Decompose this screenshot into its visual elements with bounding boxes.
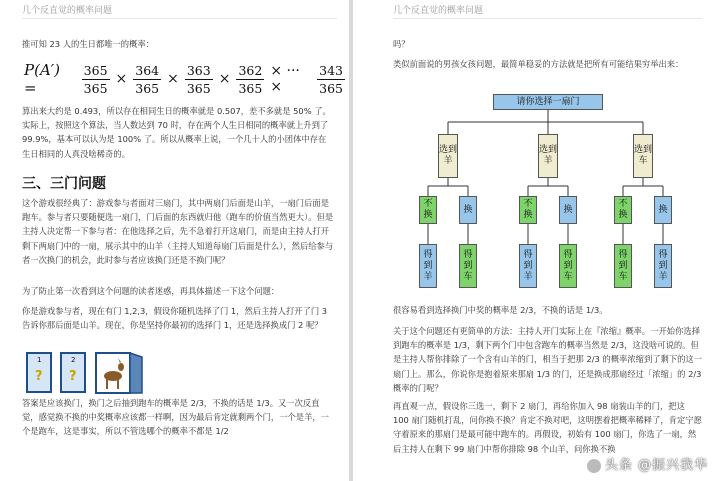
running-head: 几个反直觉的概率问题 [22,6,113,16]
paragraph: 答案是应该换门，换门之后抽到跑车的概率是 2/3，不换的话是 1/3。又一次反直觉，感觉换不换的中奖概率应该都一样啊，因为最后肯定就剩两个门，一个是羊，一个是跑车，这是事实，所以不管选哪个的概率不都是 1/2 [22,398,329,437]
watermark-logo-icon [587,459,601,473]
header-divider [393,18,702,19]
question-mark: ? [35,369,43,384]
fraction-numerator: 362 [238,62,263,78]
fraction [236,63,264,96]
header-divider [22,18,337,19]
paragraph: 很容易看到选择换门中奖的概率是 2/3，不换的话是 1/3。 [393,305,608,315]
fraction-numerator: 364 [135,62,160,78]
right-page [353,0,720,481]
fraction [82,63,110,96]
paragraph: 类似前面说的男孩女孩问题，最简单稳妥的方法就是把所有可能结果穷举出来： [393,59,684,69]
tree-swap: 换 [559,196,577,224]
times-sign: × [218,71,231,87]
paragraph: 算出来大约是 0.493，所以存在相同生日的概率就是 0.507，差不多就是 50% 了。实际上，按照这个算法，当人数达到 70 时，存在两个人生日相同的概率就上升到了 99.9%，基本可以认为是 100% 了。所以从概率上说，一个几十人的小团体中存在生日相同的人真没啥稀奇的。 [22,106,331,159]
tree-result-goat: 得到羊 [654,244,672,288]
paragraph: 再直观一点，假设你三选一，剩下 2 扇门，再给你加入 98 扇装山羊的门，把这 100 扇门随机打乱，问你换不换？肯定不换对吧，这明摆着把概率稀释了，肯定宁愿守着原来的那扇门是最可能中跑车的。再假设，初始有 100 扇门，你选了一扇，然后主持人在剩下 99 扇门中帮你排除 98 个山羊，问你换不换 [393,401,702,454]
ellipsis: × ··· × [270,63,300,95]
paragraph: 吗？ [393,39,410,49]
left-page [0,0,349,481]
tree-root: 请你选择一扇门 [493,94,603,110]
paragraph: 你是游戏参与者，现在有门 1,2,3，假设你随机选择了门 1，然后主持人打开了门 3 告诉你那后面是山羊。现在，你是坚持你最初的选择门 1，还是选择换成门 2 呢？ [22,306,328,331]
door-number: 1 [37,356,42,364]
open-door-goat-icon [94,352,148,394]
tree-swap: 换 [459,196,477,224]
tree-result-car: 得到车 [459,244,477,288]
paragraph: 关于这个问题还有更简单的方法：主持人开门实际上在『浓缩』概率。一开始你选择到跑车的概率是 1/3，剩下两个门中包含跑车的概率当然是 2/3，这没啥可说的。但是主持人帮你排除了一个含有山羊的门，相当于把那 2/3 的概率浓缩到了剩下的这一扇门上。那么，你说你是抱着原来那扇 1/3 的门，还是换成那扇经过「浓缩」的 2/3 概率的门呢？ [393,326,703,393]
tree-choice-goat: 选到羊 [438,134,458,178]
fraction-denominator: 365 [83,80,108,96]
three-doors-figure [22,350,150,396]
birthday-formula [24,55,349,103]
paragraph: 推可知 23 人的生日都唯一的概率： [22,39,154,49]
fraction-denominator: 365 [319,80,343,96]
watermark-text: 头条 @振兴我华 [604,458,708,473]
tree-swap: 换 [654,196,672,224]
fraction [133,63,161,96]
tree-result-car: 得到车 [559,244,577,288]
tree-choice-goat: 选到羊 [538,134,558,178]
fraction-numerator: 343 [319,62,343,78]
tree-result-goat: 得到羊 [519,244,537,288]
tree-choice-car: 选到车 [633,134,653,178]
fraction-denominator: 365 [186,80,211,96]
fraction-numerator: 363 [186,62,211,78]
door-1 [26,352,52,393]
paragraph: 这个游戏很经典了：游戏参与者面对三扇门，其中两扇门后面是山羊，一扇门后面是跑车。参与者只要随便选一扇门，门后面的东西就归他（跑车的价值当然更大）。但是主持人决定帮一下参与者：在他选择之后，先不急着打开这扇门，而是由主持人打开剩下两扇门中的一扇，展示其中的山羊（主持人知道每扇门后面是什么），然后给参与者一次换门的机会，此时参与者应该换门还是不换门呢？ [22,198,334,265]
door-number: 2 [71,356,76,364]
tree-keep: 不换 [519,196,537,224]
formula-lhs: P(A′) = [24,61,61,97]
tree-keep: 不换 [419,196,437,224]
paragraph: 为了防止第一次看到这个问题的读者迷惑，再具体描述一下这个问题： [22,286,280,296]
times-sign: × [167,71,179,87]
times-sign: × [115,71,128,87]
running-head: 几个反直觉的概率问题 [393,6,484,16]
fraction-numerator: 365 [83,62,108,78]
door-2 [60,352,86,393]
fraction [317,63,345,96]
tree-result-car: 得到车 [614,244,632,288]
section-heading: 三、三门问题 [22,176,106,192]
outcome-tree-diagram [393,94,703,290]
tree-result-goat: 得到羊 [419,244,437,288]
fraction-denominator: 365 [238,80,263,96]
tree-keep: 不换 [614,196,632,224]
fraction [185,63,213,96]
fraction-denominator: 365 [135,80,160,96]
question-mark: ? [69,369,77,384]
watermark [587,454,708,473]
